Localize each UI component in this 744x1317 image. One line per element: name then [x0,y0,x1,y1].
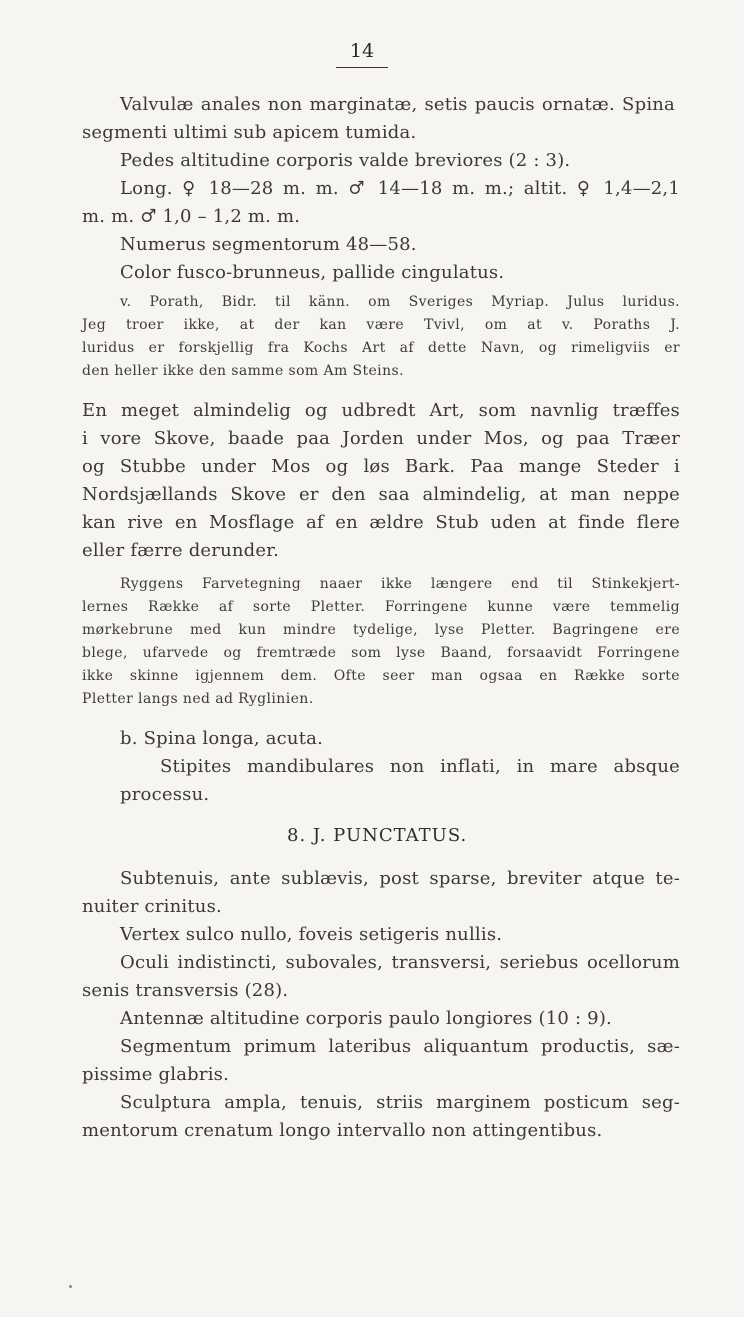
note-line: den heller ikke den samme som Am Steins. [82,363,404,379]
text-line: m. m. ♂ 1,0 – 1,2 m. m. [82,206,301,227]
note-line: blege, ufarvede og fremtræde som lyse Baand, forsaavidt Forringene [82,645,680,661]
paper-speck [69,1285,72,1288]
note-line: luridus er forskjellig fra Kochs Art af dette Navn, og rimeligviis er [82,340,680,356]
text-line: kan rive en Mosflage af en ældre Stub uden at finde flere [82,512,680,533]
text-line: Oculi indistincti, subovales, transversi, seriebus ocellorum [120,952,680,973]
text-line: En meget almindelig og udbredt Art, som navnlig træffes [82,400,680,421]
note-line: lernes Række af sorte Pletter. Forringene kunne være temmelig [82,599,680,615]
note-line: mørkebrune med kun mindre tydelige, lyse Pletter. Bagringene ere [82,622,680,638]
text-line: pissime glabris. [82,1064,230,1085]
text-line: og Stubbe under Mos og løs Bark. Paa mange Steder i [82,456,680,477]
text-line: nuiter crinitus. [82,896,222,917]
text-line: Numerus segmentorum 48—58. [120,234,417,255]
note-line: ikke skinne igjennem dem. Ofte seer man ogsaa en Række sorte [82,668,680,684]
text-line: Stipites mandibulares non inflati, in mare absque [160,756,680,777]
text-line: Valvulæ anales non marginatæ, setis paucis ornatæ. Spina [120,94,675,115]
note-line: Ryggens Farvetegning naaer ikke længere end til Stinkekjert- [120,576,680,592]
page-number: 14 [349,40,375,62]
text-line: b. Spina longa, acuta. [120,728,323,749]
note-line: Jeg troer ikke, at der kan være Tvivl, om at v. Poraths J. [82,317,680,333]
text-line: processu. [120,784,210,805]
species-heading: 8. J. PUNCTATUS. [287,825,468,846]
note-line: v. Porath, Bidr. til känn. om Sveriges Myriap. Julus luridus. [120,294,680,310]
text-line: segmenti ultimi sub apicem tumida. [82,122,417,143]
text-line: senis transversis (28). [82,980,289,1001]
note-line: Pletter langs ned ad Ryglinien. [82,691,314,707]
text-line: Antennæ altitudine corporis paulo longiores (10 : 9). [120,1008,612,1029]
text-line: Long. ♀ 18—28 m. m. ♂ 14—18 m. m.; altit. ♀ 1,4—2,1 [120,178,680,199]
text-line: eller færre derunder. [82,540,279,561]
text-line: Color fusco-brunneus, pallide cingulatus. [120,262,505,283]
page-number-rule [336,67,388,68]
text-line: Pedes altitudine corporis valde breviores (2 : 3). [120,150,571,171]
text-line: Nordsjællands Skove er den saa almindelig, at man neppe [82,484,680,505]
text-line: mentorum crenatum longo intervallo non attingentibus. [82,1120,603,1141]
text-line: i vore Skove, baade paa Jorden under Mos, og paa Træer [82,428,680,449]
text-line: Sculptura ampla, tenuis, striis marginem posticum seg- [120,1092,680,1113]
text-line: Subtenuis, ante sublævis, post sparse, breviter atque te- [120,868,680,889]
text-line: Segmentum primum lateribus aliquantum productis, sæ- [120,1036,680,1057]
text-line: Vertex sulco nullo, foveis setigeris nullis. [120,924,503,945]
